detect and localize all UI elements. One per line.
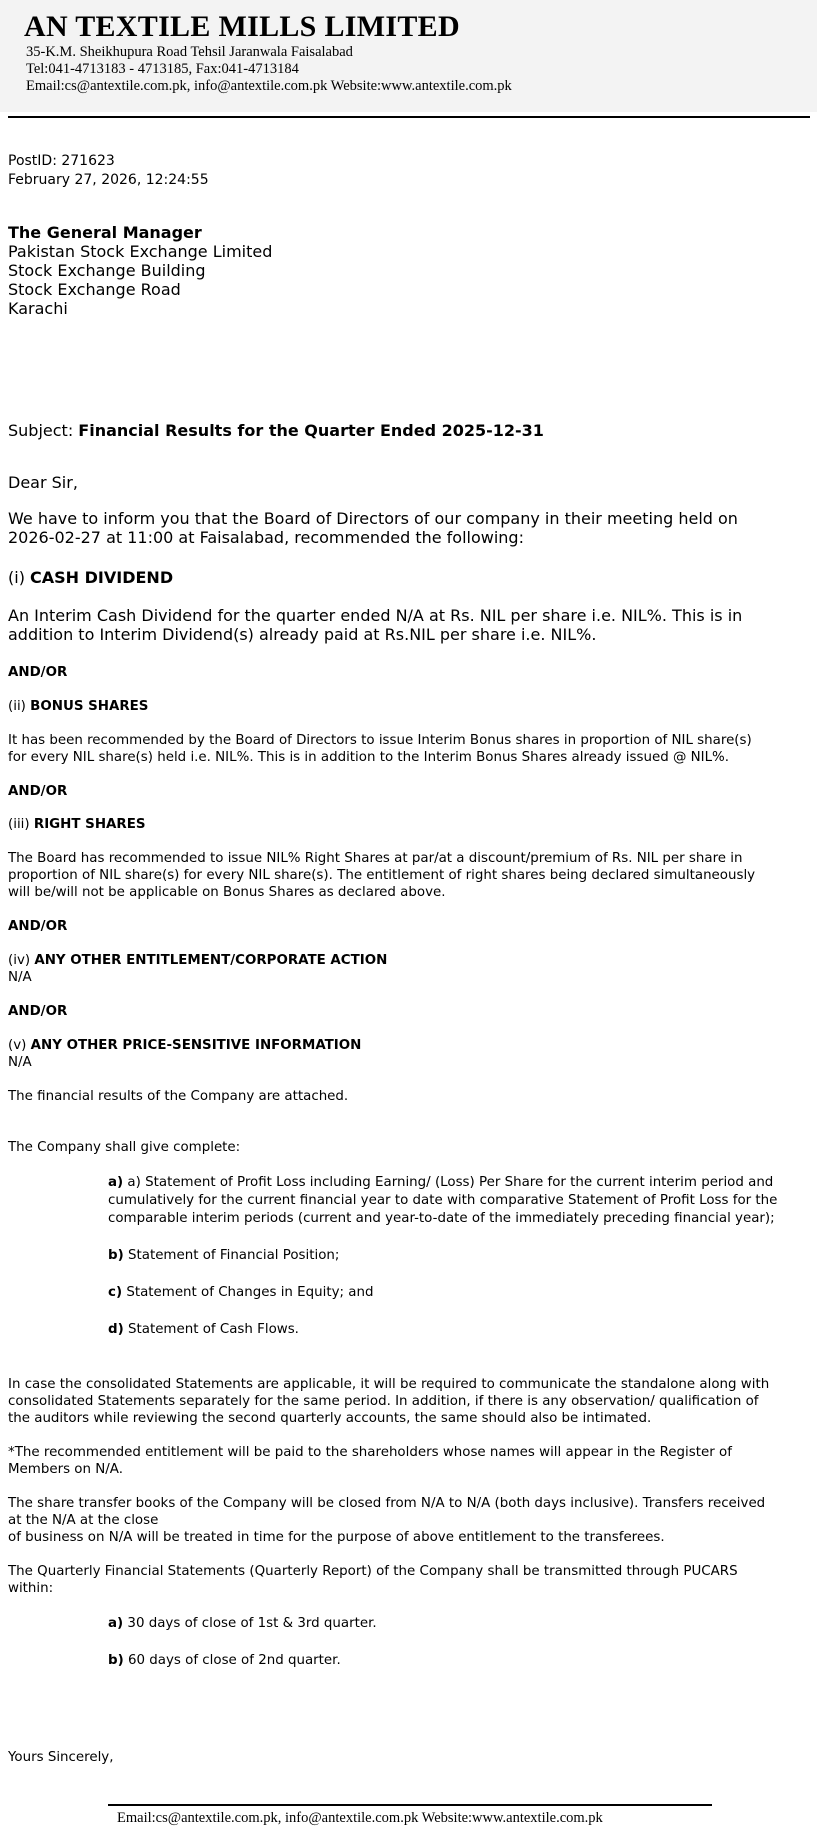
transfer-books-paragraph: The share transfer books of the Company will be closed from N/A to N/A (both days inclusive). Transfers received (8, 1496, 766, 1511)
subject-text: Financial Results for the Quarter Ended 2025-12-31 (78, 421, 544, 440)
cash-dividend-body: An Interim Cash Dividend for the quarter ended N/A at Rs. NIL per share i.e. NIL%. This is in (8, 606, 743, 625)
recipient-line: Stock Exchange Building (8, 261, 206, 280)
header-divider (8, 116, 810, 118)
pucars-paragraph: The Quarterly Financial Statements (Quarterly Report) of the Company shall be transmitted through PUCARS (8, 1564, 738, 1579)
subject-label: Subject: (8, 421, 74, 440)
consolidated-paragraph: consolidated Statements separately for the same period. In addition, if there is any observation/ qualification of (8, 1394, 759, 1409)
company-phone-fax: Tel:041-4713183 - 4713185, Fax:041-4713184 (26, 61, 299, 77)
right-shares-body: will be/will not be applicable on Bonus Shares as declared above. (8, 885, 446, 900)
right-shares-body: proportion of NIL share(s) for every NIL share(s). The entitlement of right shares being declared simultaneously (8, 868, 756, 883)
right-shares-body: The Board has recommended to issue NIL% Right Shares at par/at a discount/premium of Rs. NIL per share in (8, 851, 743, 866)
bonus-shares-body: for every NIL share(s) held i.e. NIL%. This is in addition to the Interim Bonus Shares already issued @ NIL%. (8, 750, 730, 765)
cash-dividend-body: addition to Interim Dividend(s) already paid at Rs.NIL per share i.e. NIL%. (8, 625, 597, 644)
section-bonus-shares-heading: (ii) BONUS SHARES (8, 699, 149, 714)
section-right-shares-heading: (iii) RIGHT SHARES (8, 817, 146, 832)
statement-item: d) Statement of Cash Flows. (108, 1322, 299, 1337)
deadline-item: a) 30 days of close of 1st & 3rd quarter. (108, 1616, 377, 1631)
and-or-separator: AND/OR (8, 1004, 68, 1019)
company-contact: Email:cs@antextile.com.pk, info@antextile.com.pk Website:www.antextile.com.pk (26, 78, 512, 94)
entitlement-note: *The recommended entitlement will be paid to the shareholders whose names will appear in the Register of (8, 1445, 732, 1460)
price-sensitive-body: N/A (8, 1055, 32, 1070)
entitlement-note: Members on N/A. (8, 1462, 123, 1477)
consolidated-paragraph: the auditors while reviewing the second quarterly accounts, the same should also be intimated. (8, 1411, 652, 1426)
intro-line: We have to inform you that the Board of Directors of our company in their meeting held on (8, 509, 738, 528)
subject-line (8, 421, 544, 440)
section-price-sensitive-heading: (v) ANY OTHER PRICE-SENSITIVE INFORMATION (8, 1038, 362, 1053)
transfer-books-paragraph: of business on N/A will be treated in time for the purpose of above entitlement to the transferees. (8, 1530, 665, 1545)
bonus-shares-body: It has been recommended by the Board of Directors to issue Interim Bonus shares in proportion of NIL share(s) (8, 733, 752, 748)
section-other-entitlement-heading: (iv) ANY OTHER ENTITLEMENT/CORPORATE ACTION (8, 953, 388, 968)
statement-item-continued: cumulatively for the current financial year to date with comparative Statement of Profit Loss for the (108, 1193, 778, 1208)
post-id: PostID: 271623 (8, 153, 115, 169)
salutation: Dear Sir, (8, 473, 78, 492)
pucars-paragraph: within: (8, 1581, 54, 1596)
section-cash-dividend-heading: (i) CASH DIVIDEND (8, 568, 174, 587)
recipient-line: Stock Exchange Road (8, 280, 181, 299)
footer-divider (108, 1804, 712, 1806)
and-or-separator: AND/OR (8, 784, 68, 799)
statement-item: a) a) Statement of Profit Loss including Earning/ (Loss) Per Share for the current interim period and (108, 1175, 774, 1190)
transfer-books-paragraph: at the N/A at the close (8, 1513, 159, 1528)
recipient-line: Karachi (8, 299, 68, 318)
other-entitlement-body: N/A (8, 970, 32, 985)
give-complete-intro: The Company shall give complete: (8, 1140, 241, 1155)
recipient-title: The General Manager (8, 223, 202, 242)
company-name: AN TEXTILE MILLS LIMITED (24, 10, 460, 43)
results-attached-note: The financial results of the Company are attached. (8, 1089, 349, 1104)
and-or-separator: AND/OR (8, 919, 68, 934)
statement-item: c) Statement of Changes in Equity; and (108, 1285, 374, 1300)
statement-item: b) Statement of Financial Position; (108, 1248, 340, 1263)
footer-contact: Email:cs@antextile.com.pk, info@antextile.com.pk Website:www.antextile.com.pk (117, 1810, 603, 1826)
deadline-item: b) 60 days of close of 2nd quarter. (108, 1653, 341, 1668)
intro-line: 2026-02-27 at 11:00 at Faisalabad, recommended the following: (8, 528, 524, 547)
consolidated-paragraph: In case the consolidated Statements are applicable, it will be required to communicate the standalone along with (8, 1377, 770, 1392)
statement-item-continued: comparable interim periods (current and year-to-date of the immediately preceding financial year); (108, 1211, 775, 1226)
letterhead (0, 0, 817, 112)
post-datetime: February 27, 2026, 12:24:55 (8, 172, 209, 188)
and-or-separator: AND/OR (8, 665, 68, 680)
recipient-line: Pakistan Stock Exchange Limited (8, 242, 273, 261)
company-address: 35-K.M. Sheikhupura Road Tehsil Jaranwala Faisalabad (26, 44, 353, 60)
closing-salutation: Yours Sincerely, (8, 1750, 114, 1765)
